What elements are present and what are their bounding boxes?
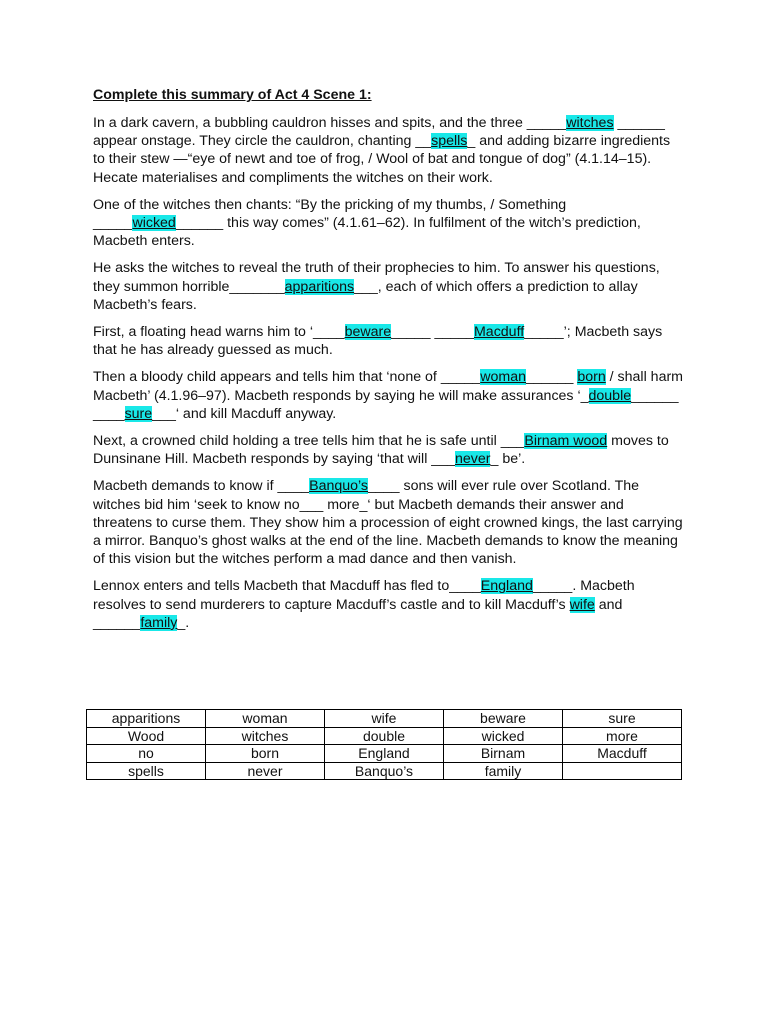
filled-answer: Birnam wood: [524, 433, 608, 450]
paragraph-text: ___, each of which offers a prediction to allay Macbeth’s fears.: [93, 278, 638, 313]
word-bank-row: [87, 727, 682, 745]
paragraph-text: In a dark cavern, a bubbling cauldron hisses and spits, and the three _____: [93, 115, 567, 131]
filled-answer: woman: [480, 369, 527, 386]
worksheet-heading: Complete this summary of Act 4 Scene 1:: [93, 87, 372, 103]
word-bank-cell: no: [87, 745, 206, 763]
filled-answer: Macduff: [473, 324, 525, 341]
paragraph-text: _ be’.: [490, 451, 526, 468]
paragraph-text: _ and adding bizarre ingredients to their stew —“eye of newt and toe of frog, / Wool of bat and tongue of dog” (4.1.14–15). Hecate materialises and compliments the witches on their work.: [93, 133, 671, 186]
word-bank-cell: double: [325, 727, 444, 745]
word-bank-cell: England: [325, 745, 444, 763]
word-bank-cell: wicked: [444, 727, 563, 745]
filled-answer: wicked: [132, 215, 176, 232]
word-bank-cell: never: [206, 762, 325, 780]
word-bank-cell: witches: [206, 727, 325, 745]
paragraph-text: Next, a crowned child holding a tree tells him that he is safe until ___: [93, 433, 525, 450]
paragraph-text: ______ this way comes” (4.1.61–62). In fulfilment of the witch’s prediction, Macbeth enters.: [93, 215, 641, 250]
paragraph-text: _____’; Macbeth says that he has already guessed as much.: [93, 324, 663, 359]
word-bank-cell: more: [563, 727, 682, 745]
word-bank-row: [87, 745, 682, 763]
word-bank-cell: sure: [563, 710, 682, 728]
summary-paragraph: [93, 259, 683, 314]
paragraph-text: Macbeth demands to know if ____: [93, 478, 310, 495]
filled-answer: beware: [344, 324, 392, 341]
paragraph-text: One of the witches then chants: “By the pricking of my thumbs, / Something _____: [93, 196, 567, 232]
filled-answer: born: [577, 369, 606, 386]
summary-paragraph: [93, 577, 683, 632]
paragraph-text: _____ _____: [391, 324, 474, 341]
word-bank-cell: Macduff: [563, 745, 682, 763]
filled-answer: double: [588, 387, 632, 404]
paragraph-text: _____. Macbeth resolves to send murderers to capture Macduff’s castle and to kill Macduff’s: [93, 578, 635, 613]
paragraph-text: He asks the witches to reveal the truth of their prophecies to him. To answer his questions, they summon horrible_______: [93, 260, 660, 295]
summary-paragraphs: [93, 114, 683, 632]
summary-paragraph: [93, 432, 683, 468]
summary-paragraph: [93, 323, 683, 359]
filled-answer: apparitions: [284, 278, 355, 295]
word-bank-cell: family: [444, 762, 563, 780]
paragraph-text: ___‘ and kill Macduff anyway.: [152, 405, 337, 422]
word-bank-cell: [563, 762, 682, 780]
word-bank-cell: Banquo’s: [325, 762, 444, 780]
word-bank-cell: woman: [206, 710, 325, 728]
paragraph-text: moves to Dunsinane Hill. Macbeth responds by saying ‘that will ___: [93, 433, 669, 468]
filled-answer: witches: [566, 115, 614, 131]
paragraph-text: _.: [177, 614, 190, 631]
paragraph-text: Then a bloody child appears and tells him that ‘none of _____: [93, 369, 481, 386]
word-bank-cell: beware: [444, 710, 563, 728]
filled-answer: Banquo’s: [309, 478, 369, 495]
summary-paragraph: [93, 114, 683, 187]
filled-answer: spells: [431, 133, 468, 150]
paragraph-text: ____ sons will ever rule over Scotland. The witches bid him ‘seek to know no___ more_‘ but Macbeth demands their answer and threatens to curse them. They show him a procession of eight crowned kings, the last carrying a mirror. Banquo’s ghost walks at the end of the line. Macbeth demands to know the meaning of this vision but the witches perform a mad dance and then vanish.: [93, 478, 683, 568]
paragraph-text: Lennox enters and tells Macbeth that Macduff has fled to____: [93, 578, 481, 595]
summary-paragraph: [93, 477, 683, 568]
paragraph-text: ______: [526, 369, 578, 386]
paragraph-text: First, a floating head warns him to ‘____: [93, 324, 345, 341]
word-bank-table: [86, 709, 682, 780]
word-bank-cell: apparitions: [87, 710, 206, 728]
word-bank-cell: Wood: [87, 727, 206, 745]
word-bank-cell: spells: [87, 762, 206, 780]
paragraph-text: / shall harm Macbeth’ (4.1.96–97). Macbeth responds by saying he will make assurances ‘_: [93, 369, 684, 404]
summary-paragraph: [93, 368, 683, 423]
summary-paragraph: [93, 196, 683, 251]
word-bank: [86, 709, 683, 780]
filled-answer: sure: [124, 405, 153, 422]
filled-answer: family: [140, 614, 178, 631]
filled-answer: never: [454, 451, 491, 468]
word-bank-cell: Birnam: [444, 745, 563, 763]
summary-section: [93, 86, 683, 641]
word-bank-row: [87, 762, 682, 780]
word-bank-cell: wife: [325, 710, 444, 728]
paragraph-text: ______ appear onstage. They circle the cauldron, chanting __: [93, 115, 665, 150]
filled-answer: wife: [569, 596, 595, 613]
paragraph-text: ______ ____: [93, 387, 679, 422]
word-bank-cell: born: [206, 745, 325, 763]
paragraph-text: and ______: [93, 596, 623, 631]
word-bank-row: [87, 710, 682, 728]
filled-answer: England: [480, 578, 533, 595]
